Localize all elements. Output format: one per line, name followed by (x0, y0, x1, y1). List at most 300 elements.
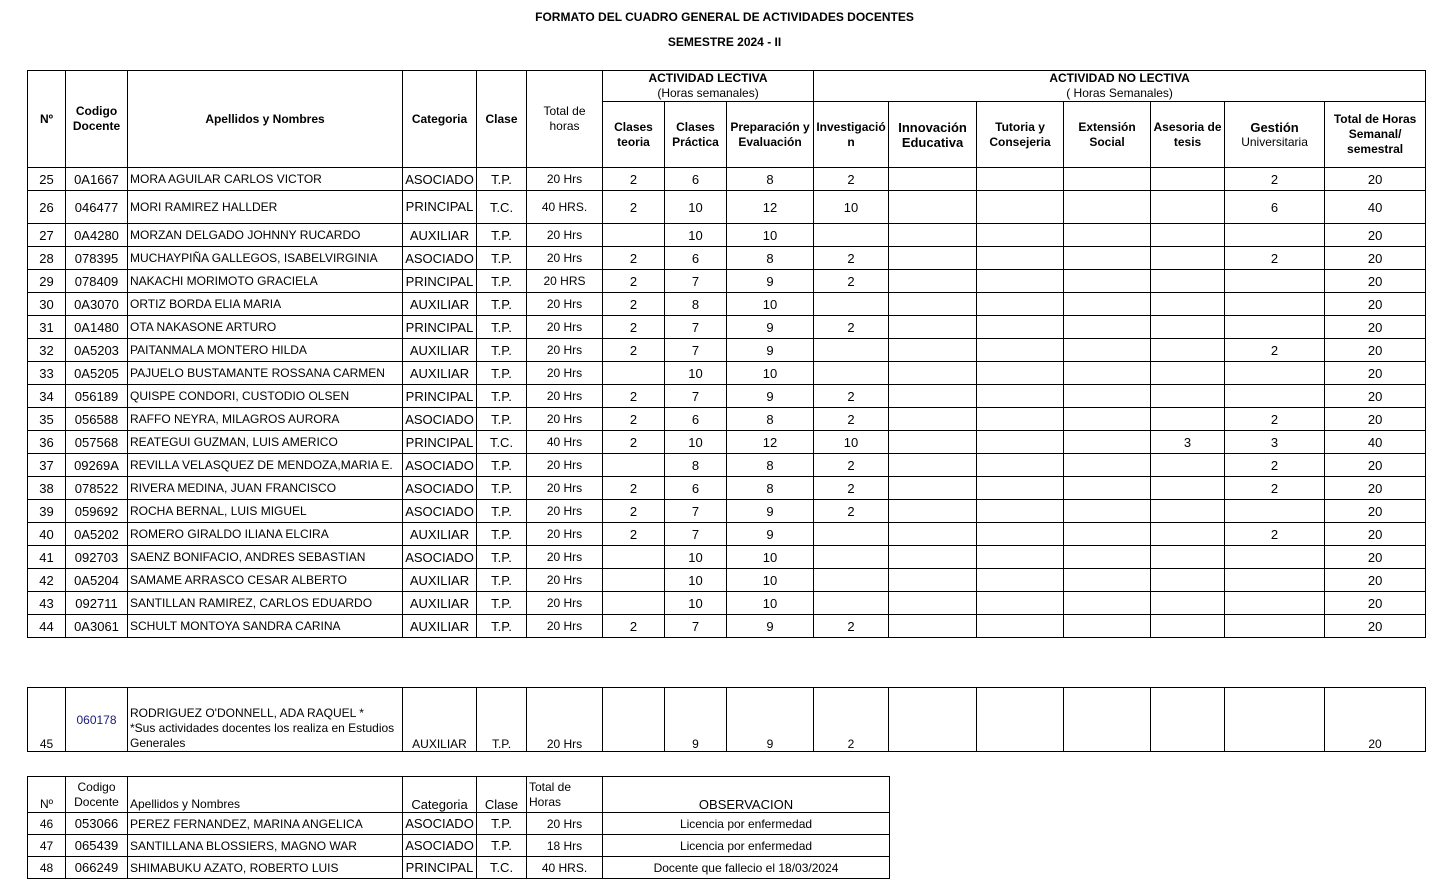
cell-practica: 10 (665, 592, 727, 615)
cell-code: 078409 (66, 270, 128, 293)
special-name: RODRIGUEZ O'DONNELL, ADA RAQUEL * (130, 706, 364, 720)
cell-name: SCHULT MONTOYA SANDRA CARINA (128, 615, 403, 638)
cell-total: 40 HRS. (527, 191, 603, 224)
cell-clase: T.P. (477, 224, 527, 247)
cell-total-horas: 40 (1325, 191, 1426, 224)
header-clase: Clase (477, 71, 527, 168)
table-row (28, 813, 890, 835)
cell-practica: 7 (665, 615, 727, 638)
header-codigo: Codigo Docente (66, 71, 128, 168)
cell-practica: 9 (665, 688, 727, 752)
cell-tutoria (977, 546, 1064, 569)
cell-investigacion: 2 (814, 615, 889, 638)
cell-name: ORTIZ BORDA ELIA MARIA (128, 293, 403, 316)
cell-n: 41 (28, 546, 66, 569)
cell-code: 0A1480 (66, 316, 128, 339)
cell-clase: T.P. (477, 293, 527, 316)
cell-total: 20 HRS (527, 270, 603, 293)
cell-gestion (1225, 546, 1325, 569)
cell-practica: 8 (665, 454, 727, 477)
cell-teoria (603, 569, 665, 592)
obs-cell-name: SHIMABUKU AZATO, ROBERTO LUIS (128, 857, 403, 879)
cell-practica: 10 (665, 224, 727, 247)
cell-gestion (1225, 569, 1325, 592)
cell-gestion (1225, 615, 1325, 638)
cell-practica: 10 (665, 546, 727, 569)
cell-innovacion (889, 191, 977, 224)
table-row (28, 569, 1426, 592)
cell-tutoria (977, 454, 1064, 477)
cell-asesoria (1151, 168, 1225, 191)
obs-header-clase: Clase (477, 777, 527, 813)
cell-total-horas: 20 (1325, 316, 1426, 339)
cell-practica: 8 (665, 293, 727, 316)
cell-total: 40 Hrs (527, 431, 603, 454)
cell-teoria (603, 688, 665, 752)
cell-tutoria (977, 293, 1064, 316)
cell-name: PAITANMALA MONTERO HILDA (128, 339, 403, 362)
cell-total-horas: 20 (1325, 293, 1426, 316)
cell-teoria: 2 (603, 339, 665, 362)
cell-asesoria (1151, 569, 1225, 592)
cell-name: OTA NAKASONE ARTURO (128, 316, 403, 339)
table-row (28, 500, 1426, 523)
header-n: Nº (28, 71, 66, 168)
cell-total: 20 Hrs (527, 247, 603, 270)
cell-gestion (1225, 592, 1325, 615)
obs-cell-categoria: ASOCIADO (403, 813, 477, 835)
cell-categoria: PRINCIPAL (403, 270, 477, 293)
header-actividad-no-lectiva (814, 71, 1426, 102)
cell-name: RAFFO NEYRA, MILAGROS AURORA (128, 408, 403, 431)
cell-innovacion (889, 546, 977, 569)
table-row (28, 835, 890, 857)
header-tutoria: Tutoria y Consejeria (977, 102, 1064, 168)
cell-practica: 10 (665, 569, 727, 592)
cell-clase: T.P. (477, 168, 527, 191)
table-row (28, 454, 1426, 477)
obs-cell-name: SANTILLANA BLOSSIERS, MAGNO WAR (128, 835, 403, 857)
cell-investigacion (814, 293, 889, 316)
cell-preparacion: 9 (727, 523, 814, 546)
cell-preparacion: 9 (727, 688, 814, 752)
obs-cell-n: 47 (28, 835, 66, 857)
cell-total: 20 Hrs (527, 688, 603, 752)
cell-total: 20 Hrs (527, 523, 603, 546)
cell-code: 0A5203 (66, 339, 128, 362)
cell-total: 20 Hrs (527, 500, 603, 523)
cell-clase: T.P. (477, 615, 527, 638)
obs-header-nombres: Apellidos y Nombres (128, 777, 403, 813)
cell-total: 20 Hrs (527, 385, 603, 408)
cell-gestion: 2 (1225, 477, 1325, 500)
cell-tutoria (977, 224, 1064, 247)
table-row (28, 477, 1426, 500)
cell-categoria: AUXILIAR (403, 224, 477, 247)
cell-categoria: ASOCIADO (403, 247, 477, 270)
cell-n: 38 (28, 477, 66, 500)
table-row (28, 523, 1426, 546)
cell-gestion: 2 (1225, 168, 1325, 191)
cell-n: 43 (28, 592, 66, 615)
cell-tutoria (977, 316, 1064, 339)
cell-asesoria (1151, 523, 1225, 546)
header-categoria: Categoria (403, 71, 477, 168)
cell-total: 20 Hrs (527, 339, 603, 362)
document-title: FORMATO DEL CUADRO GENERAL DE ACTIVIDADES DOCENTES (535, 10, 914, 24)
cell-extension (1064, 270, 1151, 293)
header-total: Total de horas (527, 71, 603, 168)
cell-investigacion: 2 (814, 316, 889, 339)
cell-n: 35 (28, 408, 66, 431)
cell-total-horas: 20 (1325, 615, 1426, 638)
cell-asesoria (1151, 385, 1225, 408)
cell-extension (1064, 316, 1151, 339)
cell-tutoria (977, 362, 1064, 385)
cell-code: 0A5205 (66, 362, 128, 385)
header-asesoria: Asesoria de tesis (1151, 102, 1225, 168)
cell-innovacion (889, 168, 977, 191)
cell-gestion: 3 (1225, 431, 1325, 454)
table-row (28, 293, 1426, 316)
obs-cell-total: 20 Hrs (527, 813, 603, 835)
cell-investigacion (814, 339, 889, 362)
cell-innovacion (889, 523, 977, 546)
header-preparacion: Preparación y Evaluación (727, 102, 814, 168)
cell-code: 078522 (66, 477, 128, 500)
cell-teoria: 2 (603, 168, 665, 191)
cell-categoria: ASOCIADO (403, 477, 477, 500)
cell-investigacion (814, 523, 889, 546)
cell-asesoria (1151, 688, 1225, 752)
cell-tutoria (977, 477, 1064, 500)
obs-cell-clase: T.P. (477, 835, 527, 857)
header-nombres: Apellidos y Nombres (128, 71, 403, 168)
cell-gestion: 6 (1225, 191, 1325, 224)
cell-total-horas: 20 (1325, 168, 1426, 191)
cell-extension (1064, 523, 1151, 546)
cell-preparacion: 10 (727, 592, 814, 615)
cell-total-horas: 20 (1325, 500, 1426, 523)
cell-innovacion (889, 385, 977, 408)
cell-total: 20 Hrs (527, 362, 603, 385)
cell-extension (1064, 569, 1151, 592)
cell-preparacion: 9 (727, 316, 814, 339)
cell-code: 046477 (66, 191, 128, 224)
special-note: *Sus actividades docentes los realiza en Estudios Generales (130, 721, 395, 750)
obs-header-total: Total de Horas (527, 777, 603, 813)
obs-cell-total: 18 Hrs (527, 835, 603, 857)
table-row (28, 362, 1426, 385)
cell-preparacion: 9 (727, 615, 814, 638)
cell-practica: 6 (665, 408, 727, 431)
cell-investigacion: 10 (814, 431, 889, 454)
header-no-lectiva-title: ACTIVIDAD NO LECTIVA (1049, 71, 1190, 85)
cell-name (128, 688, 403, 752)
table-row (28, 316, 1426, 339)
cell-extension (1064, 191, 1151, 224)
cell-investigacion: 2 (814, 385, 889, 408)
cell-preparacion: 12 (727, 431, 814, 454)
cell-teoria (603, 362, 665, 385)
cell-innovacion (889, 688, 977, 752)
cell-teoria: 2 (603, 477, 665, 500)
cell-extension (1064, 339, 1151, 362)
cell-total-horas: 20 (1325, 339, 1426, 362)
header-lectiva-title: ACTIVIDAD LECTIVA (648, 71, 768, 85)
cell-extension (1064, 224, 1151, 247)
cell-n: 26 (28, 191, 66, 224)
cell-total-horas: 20 (1325, 454, 1426, 477)
cell-clase: T.P. (477, 688, 527, 752)
cell-code: 0A3070 (66, 293, 128, 316)
cell-innovacion (889, 270, 977, 293)
cell-clase: T.P. (477, 477, 527, 500)
cell-teoria: 2 (603, 523, 665, 546)
cell-teoria: 2 (603, 500, 665, 523)
cell-asesoria (1151, 546, 1225, 569)
cell-asesoria (1151, 293, 1225, 316)
obs-cell-n: 46 (28, 813, 66, 835)
cell-gestion: 2 (1225, 454, 1325, 477)
cell-practica: 6 (665, 477, 727, 500)
cell-name: NAKACHI MORIMOTO GRACIELA (128, 270, 403, 293)
cell-tutoria (977, 385, 1064, 408)
obs-cell-n: 48 (28, 857, 66, 879)
cell-clase: T.P. (477, 500, 527, 523)
cell-practica: 6 (665, 168, 727, 191)
cell-total-horas: 20 (1325, 362, 1426, 385)
cell-preparacion: 9 (727, 339, 814, 362)
cell-teoria (603, 546, 665, 569)
cell-investigacion: 2 (814, 454, 889, 477)
cell-gestion (1225, 224, 1325, 247)
cell-extension (1064, 408, 1151, 431)
cell-clase: T.P. (477, 454, 527, 477)
cell-total-horas: 20 (1325, 592, 1426, 615)
cell-extension (1064, 477, 1151, 500)
cell-teoria (603, 454, 665, 477)
cell-gestion: 2 (1225, 247, 1325, 270)
cell-total: 20 Hrs (527, 168, 603, 191)
cell-n: 32 (28, 339, 66, 362)
table-row (28, 168, 1426, 191)
obs-cell-code: 066249 (66, 857, 128, 879)
cell-investigacion (814, 224, 889, 247)
header-innovacion: Innovación Educativa (889, 102, 977, 168)
cell-tutoria (977, 270, 1064, 293)
cell-teoria: 2 (603, 293, 665, 316)
cell-categoria: AUXILIAR (403, 569, 477, 592)
observations-table (27, 776, 890, 879)
table-row (28, 408, 1426, 431)
cell-tutoria (977, 523, 1064, 546)
cell-total: 20 Hrs (527, 546, 603, 569)
cell-investigacion: 2 (814, 168, 889, 191)
cell-investigacion: 2 (814, 408, 889, 431)
cell-categoria: PRINCIPAL (403, 431, 477, 454)
cell-code: 057568 (66, 431, 128, 454)
cell-innovacion (889, 316, 977, 339)
cell-extension (1064, 546, 1151, 569)
cell-code: 0A5202 (66, 523, 128, 546)
cell-asesoria (1151, 191, 1225, 224)
cell-preparacion: 10 (727, 569, 814, 592)
cell-clase: T.C. (477, 431, 527, 454)
cell-asesoria (1151, 270, 1225, 293)
cell-teoria (603, 224, 665, 247)
cell-asesoria (1151, 408, 1225, 431)
cell-categoria: AUXILIAR (403, 523, 477, 546)
cell-total: 20 Hrs (527, 293, 603, 316)
cell-code: 09269A (66, 454, 128, 477)
cell-extension (1064, 431, 1151, 454)
cell-total-horas: 20 (1325, 247, 1426, 270)
cell-n: 36 (28, 431, 66, 454)
cell-clase: T.P. (477, 592, 527, 615)
header-clases-teoria: Clases teoria (603, 102, 665, 168)
document-subtitle: SEMESTRE 2024 - II (667, 35, 782, 49)
cell-categoria: AUXILIAR (403, 339, 477, 362)
cell-tutoria (977, 339, 1064, 362)
cell-practica: 7 (665, 385, 727, 408)
table-row (28, 615, 1426, 638)
cell-tutoria (977, 408, 1064, 431)
header-investigacion: Investigación (814, 102, 889, 168)
cell-n: 37 (28, 454, 66, 477)
cell-name: PAJUELO BUSTAMANTE ROSSANA CARMEN (128, 362, 403, 385)
cell-clase: T.P. (477, 270, 527, 293)
cell-investigacion (814, 362, 889, 385)
table-row (28, 270, 1426, 293)
cell-total: 20 Hrs (527, 408, 603, 431)
cell-practica: 6 (665, 247, 727, 270)
cell-gestion (1225, 362, 1325, 385)
cell-clase: T.P. (477, 523, 527, 546)
cell-preparacion: 10 (727, 546, 814, 569)
cell-practica: 7 (665, 270, 727, 293)
cell-name: MUCHAYPIÑA GALLEGOS, ISABELVIRGINIA (128, 247, 403, 270)
cell-name: SANTILLAN RAMIREZ, CARLOS EDUARDO (128, 592, 403, 615)
header-no-lectiva-sub: ( Horas Semanales) (1066, 86, 1173, 100)
cell-name: RIVERA MEDINA, JUAN FRANCISCO (128, 477, 403, 500)
obs-header-categoria: Categoria (403, 777, 477, 813)
cell-name: REATEGUI GUZMAN, LUIS AMERICO (128, 431, 403, 454)
cell-clase: T.P. (477, 339, 527, 362)
table-row (28, 191, 1426, 224)
cell-name: MORI RAMIREZ HALLDER (128, 191, 403, 224)
cell-practica: 10 (665, 191, 727, 224)
cell-total-horas: 20 (1325, 224, 1426, 247)
cell-categoria: AUXILIAR (403, 615, 477, 638)
cell-n: 30 (28, 293, 66, 316)
cell-preparacion: 8 (727, 454, 814, 477)
cell-preparacion: 12 (727, 191, 814, 224)
cell-categoria: PRINCIPAL (403, 385, 477, 408)
cell-innovacion (889, 339, 977, 362)
cell-investigacion: 2 (814, 688, 889, 752)
obs-cell-categoria: ASOCIADO (403, 835, 477, 857)
header-clases-practica: Clases Práctica (665, 102, 727, 168)
cell-investigacion: 2 (814, 247, 889, 270)
cell-gestion (1225, 385, 1325, 408)
cell-innovacion (889, 293, 977, 316)
cell-code: 092711 (66, 592, 128, 615)
cell-extension (1064, 592, 1151, 615)
cell-total-horas: 20 (1325, 270, 1426, 293)
cell-clase: T.C. (477, 191, 527, 224)
cell-tutoria (977, 191, 1064, 224)
special-row-table (27, 687, 1426, 752)
obs-cell-name: PEREZ FERNANDEZ, MARINA ANGELICA (128, 813, 403, 835)
cell-asesoria (1151, 316, 1225, 339)
cell-total-horas: 20 (1325, 688, 1426, 752)
cell-name: MORA AGUILAR CARLOS VICTOR (128, 168, 403, 191)
cell-innovacion (889, 569, 977, 592)
obs-cell-observacion: Licencia por enfermedad (603, 813, 890, 835)
cell-practica: 7 (665, 500, 727, 523)
cell-total-horas: 20 (1325, 408, 1426, 431)
cell-n: 34 (28, 385, 66, 408)
header-actividad-lectiva (603, 71, 814, 102)
obs-cell-observacion: Docente que fallecio el 18/03/2024 (603, 857, 890, 879)
cell-total: 20 Hrs (527, 569, 603, 592)
cell-total: 20 Hrs (527, 615, 603, 638)
cell-categoria: ASOCIADO (403, 168, 477, 191)
cell-investigacion: 10 (814, 191, 889, 224)
cell-preparacion: 8 (727, 247, 814, 270)
table-row (28, 688, 1426, 752)
cell-tutoria (977, 592, 1064, 615)
cell-code: 056189 (66, 385, 128, 408)
cell-code: 056588 (66, 408, 128, 431)
cell-extension (1064, 168, 1151, 191)
obs-cell-total: 40 HRS. (527, 857, 603, 879)
cell-clase: T.P. (477, 362, 527, 385)
cell-extension (1064, 454, 1151, 477)
cell-total: 20 Hrs (527, 592, 603, 615)
cell-investigacion: 2 (814, 270, 889, 293)
cell-gestion (1225, 316, 1325, 339)
cell-categoria: PRINCIPAL (403, 316, 477, 339)
cell-preparacion: 9 (727, 500, 814, 523)
cell-categoria: ASOCIADO (403, 454, 477, 477)
cell-categoria: ASOCIADO (403, 500, 477, 523)
cell-investigacion (814, 592, 889, 615)
cell-n: 45 (28, 688, 66, 752)
obs-cell-clase: T.P. (477, 813, 527, 835)
cell-n: 39 (28, 500, 66, 523)
cell-name: ROMERO GIRALDO ILIANA ELCIRA (128, 523, 403, 546)
cell-teoria: 2 (603, 615, 665, 638)
cell-tutoria (977, 247, 1064, 270)
cell-investigacion: 2 (814, 500, 889, 523)
table-row (28, 385, 1426, 408)
cell-extension (1064, 362, 1151, 385)
cell-teoria (603, 592, 665, 615)
cell-categoria: PRINCIPAL (403, 191, 477, 224)
cell-asesoria: 3 (1151, 431, 1225, 454)
cell-categoria: AUXILIAR (403, 688, 477, 752)
cell-total-horas: 40 (1325, 431, 1426, 454)
main-activities-table (27, 70, 1426, 638)
cell-categoria: ASOCIADO (403, 408, 477, 431)
cell-total: 20 Hrs (527, 454, 603, 477)
cell-teoria: 2 (603, 247, 665, 270)
obs-cell-clase: T.C. (477, 857, 527, 879)
cell-tutoria (977, 168, 1064, 191)
cell-categoria: ASOCIADO (403, 546, 477, 569)
